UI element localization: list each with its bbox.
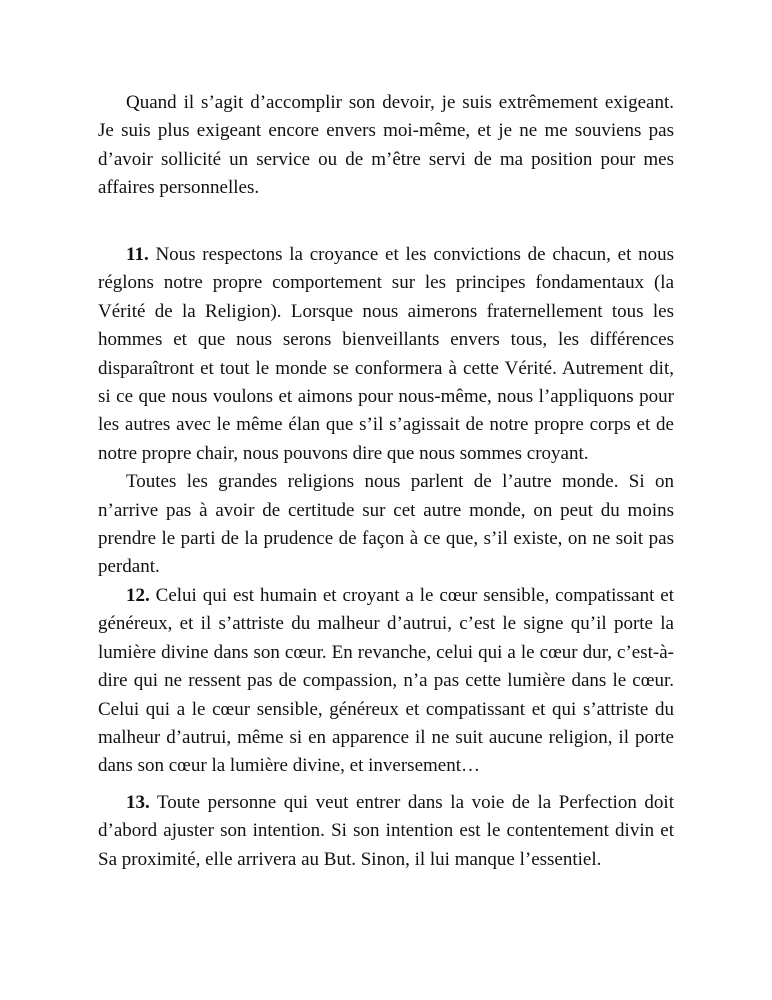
section-11-number: 11. — [126, 244, 149, 265]
section-12-text: Celui qui est humain et croyant a le cœur sensible, compatissant et généreux, et il s’attriste du malheur d’autrui, c’est le signe qu’il porte la lumière divine dans son cœur. En revanche, celui qui a le cœur dur, c’est-à-dire qui ne ressent pas de compassion, n’a pas cette lumière dans le cœur. Celui qui a le cœur sensible, généreux et compatissant et qui s’attriste du malheur d’autrui, même si en apparence il ne suit aucune religion, il porte dans son cœur la lumière divine, et inversement… — [98, 584, 674, 777]
intro-text: Quand il s’agit d’accomplir son devoir, je suis extrêmement exigeant. Je suis plus exigeant encore envers moi-même, et je ne me souviens pas d’avoir sollicité un service ou de m’être servi de ma position pour mes affaires personnelles. — [98, 92, 674, 199]
section-11-paragraph — [98, 241, 674, 468]
section-12-number: 12. — [126, 584, 150, 606]
section-11-continuation-paragraph — [98, 468, 674, 582]
section-13-number: 13. — [126, 792, 150, 813]
section-13-text: Toute personne qui veut entrer dans la voie de la Perfection doit d’abord ajuster son intention. Si son intention est le contentement divin et Sa proximité, elle arrivera au But. Sinon, il lui manque l’essentiel. — [98, 792, 674, 870]
intro-block — [98, 89, 674, 203]
section-13-paragraph — [98, 789, 674, 874]
intro-paragraph — [98, 89, 674, 203]
section-12-paragraph — [98, 582, 674, 781]
section-11-continuation-text: Toutes les grandes religions nous parlent de l’autre monde. Si on n’arrive pas à avoir de certitude sur cet autre monde, on peut du moins prendre le parti de la prudence de façon à ce que, s’il existe, on ne soit pas perdant. — [98, 471, 674, 578]
section-13-block — [98, 789, 674, 874]
section-11-12-block — [98, 241, 674, 781]
section-11-text: Nous respectons la croyance et les convictions de chacun, et nous réglons notre propre comportement sur les principes fondamentaux (la Vérité de la Religion). Lorsque nous aimerons fraternellement tous les hommes et que nous serons bienveillants envers tous, les différences disparaîtront et tout le monde se conformera à cette Vérité. Autrement dit, si ce que nous voulons et aimons pour nous-même, nous l’appliquons pour les autres avec le même élan que s’il s’agissait de notre propre corps et de notre propre chair, nous pouvons dire que nous sommes croyant. — [98, 244, 674, 464]
